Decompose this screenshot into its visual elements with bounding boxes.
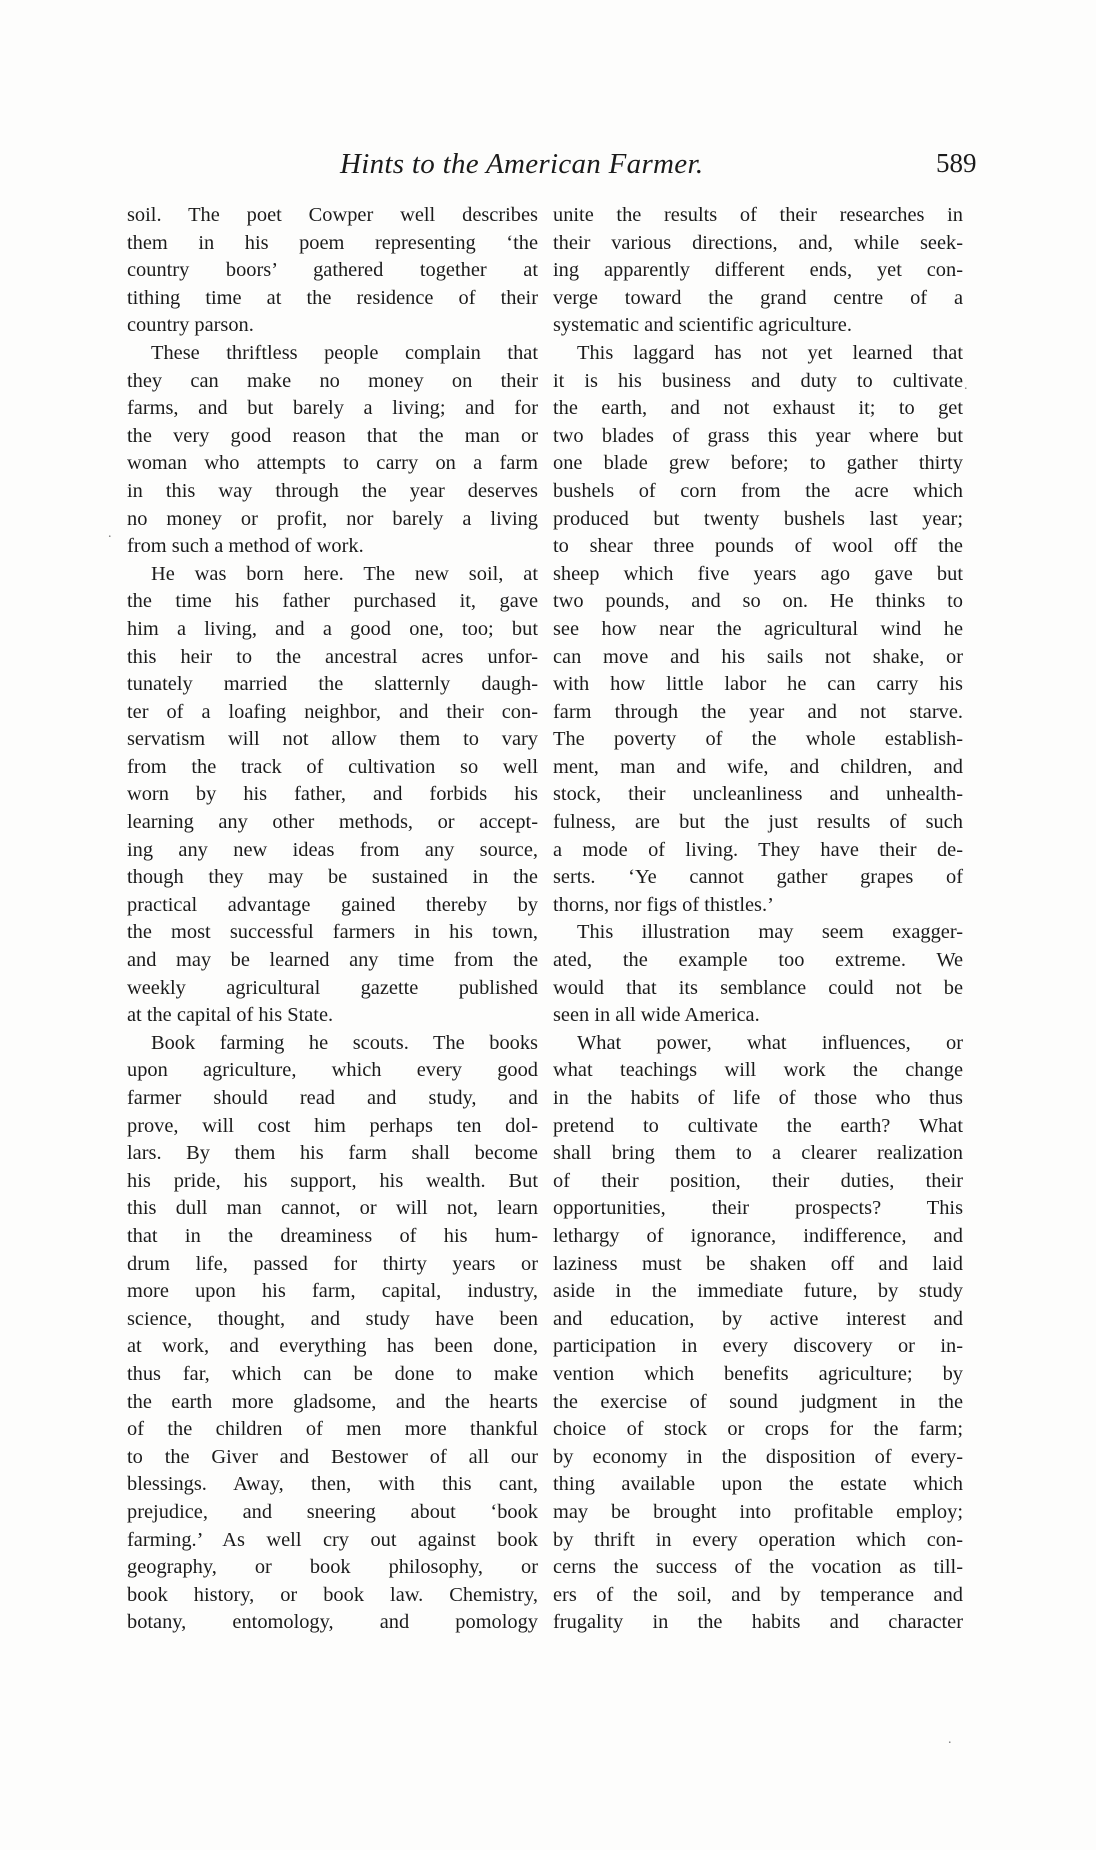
text-line: two pounds, and so on. He thinks to bbox=[553, 590, 963, 613]
text-line: participation in every discovery or in- bbox=[553, 1335, 963, 1358]
text-line: what teachings will work the change bbox=[553, 1059, 963, 1082]
text-line: the very good reason that the man or bbox=[127, 424, 538, 447]
text-line: his pride, his support, his wealth. But bbox=[127, 1169, 538, 1192]
text-line: would that its semblance could not be bbox=[553, 976, 963, 999]
text-line: him a living, and a good one, too; but bbox=[127, 617, 538, 640]
text-line: by thrift in every operation which con- bbox=[553, 1528, 963, 1551]
text-line: upon agriculture, which every good bbox=[127, 1059, 538, 1082]
text-line: ated, the example too extreme. We bbox=[553, 949, 963, 972]
text-line: tithing time at the residence of their bbox=[127, 286, 538, 309]
text-line: to shear three pounds of wool off the bbox=[553, 535, 963, 558]
text-line: thus far, which can be done to make bbox=[127, 1362, 538, 1385]
text-line: thorns, nor figs of thistles.’ bbox=[553, 893, 774, 916]
text-line: farms, and but barely a living; and for bbox=[127, 397, 538, 420]
text-line: prove, will cost him perhaps ten dol- bbox=[127, 1114, 538, 1137]
text-line: ing apparently different ends, yet con- bbox=[553, 259, 963, 282]
text-line: farmer should read and study, and bbox=[127, 1087, 538, 1109]
text-line: ers of the soil, and by temperance and bbox=[553, 1583, 963, 1606]
text-line: fulness, are but the just results of such bbox=[553, 811, 963, 834]
text-line: cerns the success of the vocation as till- bbox=[553, 1556, 963, 1579]
text-line: lars. By them his farm shall become bbox=[127, 1142, 538, 1165]
text-line: science, thought, and study have been bbox=[127, 1307, 538, 1330]
text-line: by economy in the disposition of every- bbox=[553, 1445, 963, 1468]
text-line: ter of a loafing neighbor, and their con- bbox=[127, 700, 538, 723]
left-column bbox=[127, 202, 538, 1637]
text-line: soil. The poet Cowper well describes bbox=[127, 204, 538, 226]
text-line: vention which benefits agriculture; by bbox=[553, 1362, 963, 1385]
running-title: Hints to the American Farmer. bbox=[340, 148, 704, 180]
text-line: laziness must be shaken off and laid bbox=[553, 1252, 963, 1275]
stray-dot: . bbox=[964, 378, 968, 393]
page-number: 589 bbox=[936, 148, 977, 178]
text-line: stock, their uncleanliness and unhealth- bbox=[553, 783, 963, 806]
text-line: no money or profit, nor barely a living bbox=[127, 507, 538, 530]
text-line: them in his poem representing ‘the bbox=[127, 231, 538, 254]
text-line: verge toward the grand centre of a bbox=[553, 286, 963, 309]
text-line: this heir to the ancestral acres unfor- bbox=[127, 645, 538, 668]
text-line: it is his business and duty to cultivate bbox=[553, 369, 963, 392]
text-line: tunately married the slatternly daugh- bbox=[127, 673, 538, 696]
text-line: at work, and everything has been done, bbox=[127, 1335, 538, 1358]
text-line: systematic and scientific agriculture. bbox=[553, 314, 852, 337]
text-line: in the habits of life of those who thus bbox=[553, 1087, 963, 1109]
text-line: aside in the immediate future, by study bbox=[553, 1280, 963, 1303]
text-line: thing available upon the estate which bbox=[553, 1473, 963, 1496]
text-line: to the Giver and Bestower of all our bbox=[127, 1445, 538, 1468]
text-line: book history, or book law. Chemistry, bbox=[127, 1583, 538, 1606]
text-line: two blades of grass this year where but bbox=[553, 424, 963, 447]
text-line: frugality in the habits and character bbox=[553, 1611, 963, 1634]
text-line: produced but twenty bushels last year; bbox=[553, 507, 963, 530]
text-line: farming.’ As well cry out against book bbox=[127, 1528, 538, 1551]
text-line: practical advantage gained thereby by bbox=[127, 893, 538, 916]
text-line: though they may be sustained in the bbox=[127, 866, 538, 889]
text-line: This laggard has not yet learned that bbox=[577, 341, 963, 364]
text-line: farm through the year and not starve. bbox=[553, 700, 963, 723]
text-line: at the capital of his State. bbox=[127, 1004, 334, 1027]
text-line: one blade grew before; to gather thirty bbox=[553, 452, 963, 475]
text-line: prejudice, and sneering about ‘book bbox=[127, 1500, 538, 1523]
text-line: weekly agricultural gazette published bbox=[127, 976, 538, 999]
text-line: the most successful farmers in his town, bbox=[127, 921, 538, 944]
text-line: woman who attempts to carry on a farm bbox=[127, 452, 538, 475]
text-line: more upon his farm, capital, industry, bbox=[127, 1280, 538, 1303]
text-line: drum life, passed for thirty years or bbox=[127, 1252, 538, 1275]
text-line: that in the dreaminess of his hum- bbox=[127, 1224, 538, 1247]
text-line: ing any new ideas from any source, bbox=[127, 838, 538, 861]
text-line: of their position, their duties, their bbox=[553, 1169, 963, 1192]
text-line: The poverty of the whole establish- bbox=[553, 728, 963, 751]
text-line: country parson. bbox=[127, 314, 254, 337]
text-line: of the children of men more thankful bbox=[127, 1418, 538, 1441]
text-line: worn by his father, and forbids his bbox=[127, 783, 538, 806]
text-line: see how near the agricultural wind he bbox=[553, 617, 963, 640]
right-column bbox=[553, 202, 963, 1637]
text-line: botany, entomology, and pomology bbox=[127, 1611, 538, 1634]
text-line: lethargy of ignorance, indifference, and bbox=[553, 1224, 963, 1247]
text-line: shall bring them to a clearer realization bbox=[553, 1142, 963, 1165]
text-line: may be brought into profitable employ; bbox=[553, 1500, 963, 1523]
text-line: and may be learned any time from the bbox=[127, 949, 538, 972]
stray-dot: . bbox=[108, 526, 112, 541]
text-line: pretend to cultivate the earth? What bbox=[553, 1114, 963, 1137]
text-line: the time his father purchased it, gave bbox=[127, 590, 538, 613]
text-line: unite the results of their researches in bbox=[553, 204, 963, 226]
text-line: servatism will not allow them to vary bbox=[127, 728, 538, 751]
text-line: the earth, and not exhaust it; to get bbox=[553, 397, 963, 420]
text-line: they can make no money on their bbox=[127, 369, 538, 392]
text-line: opportunities, their prospects? This bbox=[553, 1197, 963, 1220]
text-line: What power, what influences, or bbox=[577, 1031, 963, 1054]
text-line: their various directions, and, while seek- bbox=[553, 231, 963, 254]
stray-dot: . bbox=[948, 1732, 952, 1747]
text-line: seen in all wide America. bbox=[553, 1004, 760, 1027]
text-line: the exercise of sound judgment in the bbox=[553, 1390, 963, 1413]
text-line: can move and his sails not shake, or bbox=[553, 645, 963, 668]
text-line: a mode of living. They have their de- bbox=[553, 838, 963, 861]
text-line: country boors’ gathered together at bbox=[127, 259, 538, 282]
text-line: this dull man cannot, or will not, learn bbox=[127, 1197, 538, 1220]
text-line: ment, man and wife, and children, and bbox=[553, 755, 963, 778]
text-line: and education, by active interest and bbox=[553, 1307, 963, 1330]
text-line: He was born here. The new soil, at bbox=[151, 562, 538, 585]
text-line: This illustration may seem exagger- bbox=[577, 921, 963, 944]
text-line: sheep which five years ago gave but bbox=[553, 562, 963, 585]
text-line: These thriftless people complain that bbox=[151, 341, 538, 364]
text-line: with how little labor he can carry his bbox=[553, 673, 963, 696]
text-line: from the track of cultivation so well bbox=[127, 755, 538, 778]
text-line: serts. ‘Ye cannot gather grapes of bbox=[553, 866, 963, 889]
text-line: geography, or book philosophy, or bbox=[127, 1556, 538, 1579]
text-line: in this way through the year deserves bbox=[127, 479, 538, 502]
text-line: bushels of corn from the acre which bbox=[553, 479, 963, 502]
text-line: from such a method of work. bbox=[127, 535, 364, 558]
text-line: choice of stock or crops for the farm; bbox=[553, 1418, 963, 1441]
text-line: learning any other methods, or accept- bbox=[127, 811, 538, 834]
text-line: the earth more gladsome, and the hearts bbox=[127, 1390, 538, 1413]
running-head bbox=[300, 148, 1000, 188]
text-line: blessings. Away, then, with this cant, bbox=[127, 1473, 538, 1496]
text-line: Book farming he scouts. The books bbox=[151, 1031, 538, 1054]
